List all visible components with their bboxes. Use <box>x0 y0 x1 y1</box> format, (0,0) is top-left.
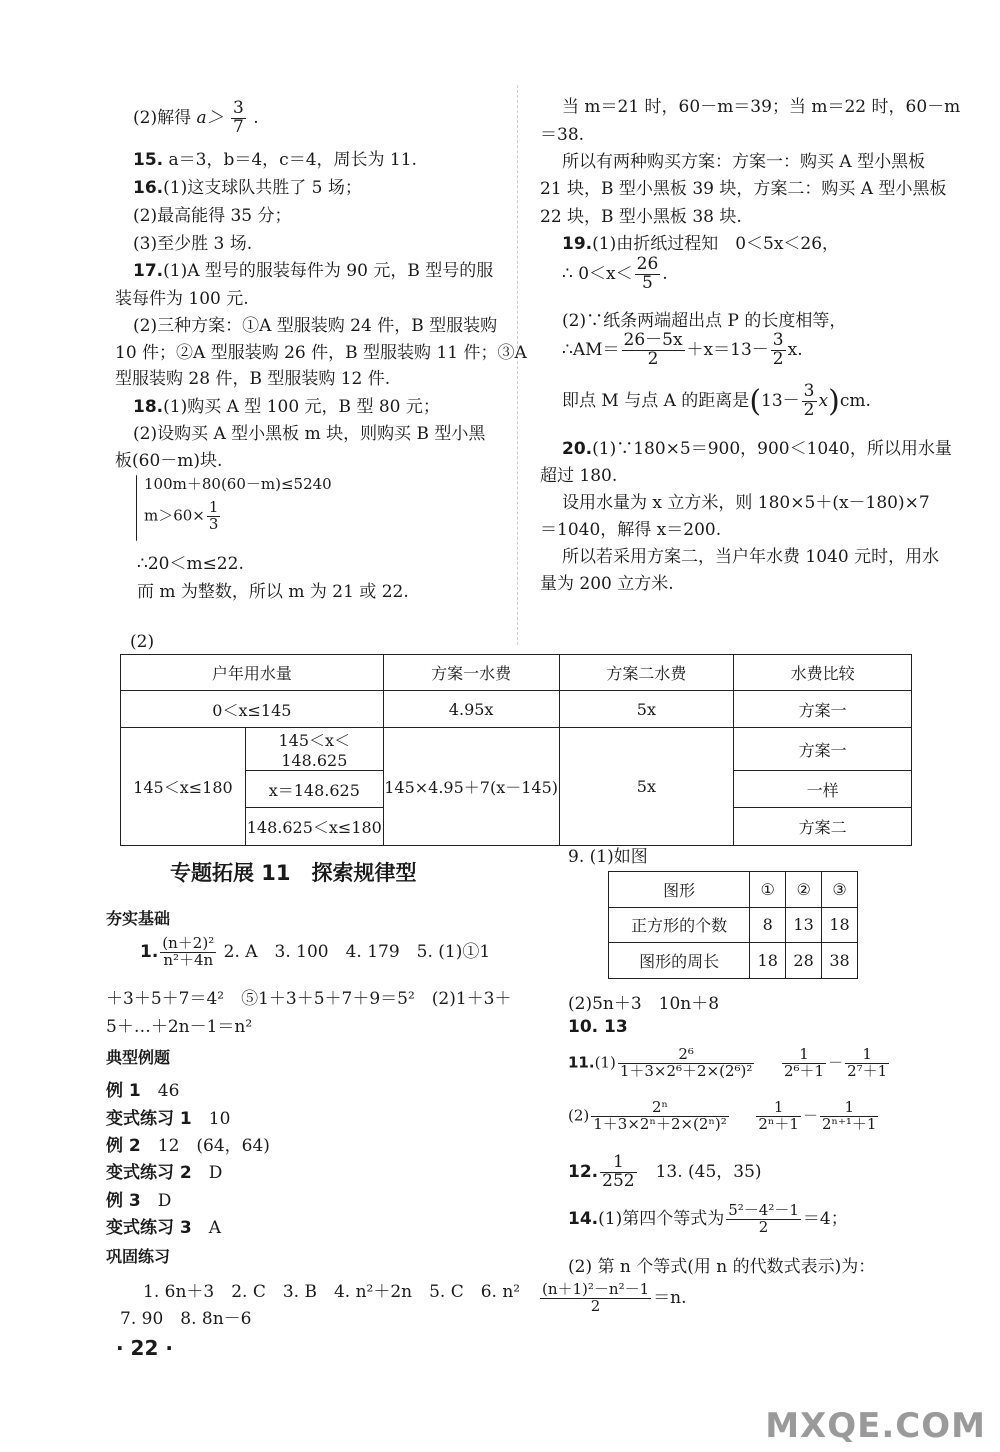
table-header: 方案二水费 <box>559 655 734 691</box>
text: D <box>208 1163 223 1183</box>
text: (1)A 型号的服装每件为 90 元，B 型号的服 <box>163 261 494 281</box>
answer-line: 而 m 为整数，所以 m 为 21 或 22. <box>137 582 409 602</box>
answer-14-1 <box>568 1203 848 1236</box>
fraction <box>782 1047 826 1080</box>
fraction <box>802 383 817 420</box>
denominator: 1＋3×2⁶＋2×(2⁶)² <box>619 1061 753 1080</box>
answer-line: 型服装购 28 件，B 型服装购 12 件. <box>115 369 391 389</box>
text: ＋x＝13－ <box>686 339 769 360</box>
answer-9: 9. (1)如图 <box>568 847 648 867</box>
answer-line: (3)至少胜 3 场. <box>133 234 253 254</box>
answer-line: (2)∵纸条两端超出点 P 的长度相等， <box>562 311 847 331</box>
subsection-heading: 巩固练习 <box>106 1247 171 1266</box>
question-number: 16. <box>133 178 164 198</box>
table-header: 水费比较 <box>734 655 912 691</box>
label: 变式练习 1 <box>106 1109 192 1129</box>
answer-17 <box>133 256 493 281</box>
subsection-heading: 典型例题 <box>106 1048 171 1067</box>
answer-18 <box>133 392 440 417</box>
paren-right: ) <box>828 383 840 419</box>
text: A <box>208 1218 222 1238</box>
denominator: 1＋3×2ⁿ＋2×(2ⁿ)² <box>593 1114 727 1133</box>
table-cell: 18 <box>750 943 786 979</box>
numerator: 26－5x <box>623 330 683 350</box>
answer-line: 7. 90 8. 8n－6 <box>120 1309 252 1329</box>
text: 13. (45，35) <box>655 1161 762 1182</box>
table-cell: 5x <box>559 691 734 728</box>
denominator: 2ⁿ⁺¹＋1 <box>821 1114 877 1133</box>
fraction <box>635 256 661 293</box>
text: － <box>828 1053 844 1072</box>
water-fee-table <box>120 654 912 846</box>
question-number: 12. <box>568 1161 599 1182</box>
text: (1) <box>594 1053 616 1072</box>
denominator: 2 <box>772 348 784 369</box>
inequality: 100m＋80(60－m)≤5240 <box>144 475 332 493</box>
text: 2. A 3. 100 4. 179 5. (1)①1 <box>223 941 491 962</box>
table-cell: 145×4.95＋7(x－145) <box>383 728 559 846</box>
text: x <box>818 390 829 411</box>
answer-line <box>562 256 668 293</box>
answer-line: ＝38. <box>540 125 585 145</box>
text: m＞60× <box>144 506 205 525</box>
answer-line <box>106 1158 222 1183</box>
system-brace <box>136 475 137 541</box>
question-number: 19. <box>562 234 593 254</box>
answer-line <box>538 1282 687 1315</box>
table-header: ② <box>786 872 822 908</box>
denominator: 3 <box>208 514 219 533</box>
table-header: 图形 <box>609 872 750 908</box>
label: 例 1 <box>106 1081 141 1101</box>
fraction <box>756 1100 801 1133</box>
numerator: 1 <box>845 1047 889 1064</box>
text: (1)第四个等式为 <box>598 1208 725 1229</box>
pattern-table <box>608 871 858 979</box>
answer-line: 装每件为 100 元. <box>115 289 249 309</box>
text: (1)这支球队共胜了 5 场； <box>163 178 362 198</box>
question-number: 15. <box>133 150 164 170</box>
inequality <box>144 500 222 533</box>
table-cell: 145＜x＜148.625 <box>245 728 383 771</box>
answer-line: (2)最高能得 35 分； <box>133 206 292 226</box>
answer-line: 1. 6n＋3 2. C 3. B 4. n²＋2n 5. C 6. n² <box>143 1282 521 1302</box>
watermark-logo: MXQE.COM <box>765 1406 986 1446</box>
answer-line: 22 块，B 型小黑板 38 块. <box>540 207 742 227</box>
numerator: 2ⁿ <box>591 1100 729 1117</box>
table-cell: 13 <box>786 907 822 943</box>
answer-15 <box>133 145 417 170</box>
table-cell: 正方形的个数 <box>609 907 750 943</box>
text: ∴ 0＜x＜ <box>562 263 633 284</box>
answer-line: (2) 第 n 个等式(用 n 的代数式表示)为： <box>568 1257 876 1277</box>
denominator: 5 <box>642 272 653 293</box>
answer-16 <box>133 173 362 198</box>
text: . <box>662 263 668 284</box>
denominator: 2 <box>758 1217 769 1236</box>
question-number: 18. <box>133 397 164 417</box>
denominator: 7 <box>233 116 244 137</box>
answer-line: (2)设购买 A 型小黑板 m 块，则购买 B 型小黑 <box>133 424 486 444</box>
answer-11-1 <box>568 1047 891 1080</box>
table-cell: 方案一 <box>734 691 912 728</box>
text: ∴AM＝ <box>562 339 620 360</box>
table-cell: 一样 <box>734 771 912 808</box>
numerator: 3 <box>772 330 784 350</box>
denominator: 2 <box>647 348 659 369</box>
answer-line <box>140 936 490 969</box>
text: . <box>253 107 259 128</box>
fraction <box>820 1100 879 1133</box>
text: ＝4； <box>802 1208 848 1229</box>
text: a＞ <box>196 107 224 128</box>
table-cell: x＝148.625 <box>245 771 383 808</box>
answer-line: 设用水量为 x 立方米，则 180×5＋(x－180)×7 <box>562 493 930 513</box>
question-number: 14. <box>568 1208 599 1229</box>
answer-19 <box>562 229 839 254</box>
table-cell: 方案二 <box>734 808 912 846</box>
fraction <box>622 332 685 369</box>
answer-line: 10 件；②A 型服装购 26 件，B 型服装购 11 件；③A <box>115 343 527 363</box>
numerator: (n＋2)² <box>162 934 215 952</box>
question-number: 20. <box>562 439 593 459</box>
numerator: 1 <box>600 1154 636 1173</box>
answer-line <box>562 332 803 369</box>
fraction <box>618 1047 755 1080</box>
text: x. <box>787 339 803 360</box>
answer-10: 10. 13 <box>568 1017 628 1037</box>
table-label: (2) <box>130 632 155 652</box>
answer-line: 超过 180. <box>540 466 618 486</box>
text: 13－ <box>761 390 800 411</box>
fraction <box>207 500 221 533</box>
fraction <box>591 1100 729 1133</box>
denominator: 2ⁿ＋1 <box>758 1114 799 1133</box>
label: 变式练习 3 <box>106 1218 192 1238</box>
table-header: 方案一水费 <box>383 655 559 691</box>
fraction <box>540 1282 651 1315</box>
table-cell: 145＜x≤180 <box>121 728 246 846</box>
answer-line <box>106 1076 179 1101</box>
table-cell: 4.95x <box>383 691 559 728</box>
text: 12 (64，64) <box>157 1136 270 1156</box>
text: (1)购买 A 型 100 元，B 型 80 元； <box>163 397 440 417</box>
section-title: 专题拓展 11 探索规律型 <box>170 861 417 885</box>
table-cell: 18 <box>822 907 858 943</box>
denominator: n²＋4n <box>163 950 214 969</box>
fraction <box>160 936 216 969</box>
answer-line: ＋3＋5＋7＝4² ⑤1＋3＋5＋7＋9＝5² (2)1＋3＋ <box>106 989 512 1009</box>
table-cell: 38 <box>822 943 858 979</box>
answer-line: 所以有两种购买方案：方案一：购买 A 型小黑板 <box>562 152 926 172</box>
label: 例 2 <box>106 1136 141 1156</box>
denominator: 252 <box>602 1170 635 1191</box>
numerator: 26 <box>636 254 659 274</box>
answer-line: (2)三种方案：①A 型服装购 24 件，B 型服装购 <box>133 316 498 336</box>
answer-line: ＝1040，解得 x＝200. <box>540 520 722 540</box>
answer-20 <box>562 434 952 459</box>
question-number: 11. <box>568 1053 595 1072</box>
numerator: 5²－4²－1 <box>728 1201 799 1219</box>
numerator: 1 <box>782 1047 826 1064</box>
answer-line <box>562 383 871 420</box>
table-cell: 28 <box>786 943 822 979</box>
fraction <box>845 1047 889 1080</box>
table-cell: 0＜x≤145 <box>121 691 384 728</box>
numerator: 3 <box>803 381 815 401</box>
answer-line: 当 m＝21 时，60－m＝39；当 m＝22 时，60－m <box>562 97 961 117</box>
fraction <box>726 1203 801 1236</box>
question-number: 17. <box>133 261 164 281</box>
answer-line: 21 块，B 型小黑板 39 块，方案二：购买 A 型小黑板 <box>540 179 947 199</box>
answer-11-2 <box>568 1100 880 1133</box>
page-number: · 22 · <box>116 1336 173 1360</box>
text: (1)∵180×5＝900，900＜1040，所以用水量 <box>592 439 952 459</box>
answer-line: 所以若采用方案二，当户年水费 1040 元时，用水 <box>562 547 940 567</box>
denominator: 2 <box>590 1296 601 1315</box>
numerator: 2⁶ <box>618 1047 755 1064</box>
answer-line <box>106 1104 230 1129</box>
label: 变式练习 2 <box>106 1163 192 1183</box>
numerator: 1 <box>208 498 219 516</box>
table-cell: 148.625＜x≤180 <box>245 808 383 846</box>
text: 10 <box>208 1109 231 1129</box>
text: (2)解得 <box>133 107 192 128</box>
table-header: ③ <box>822 872 858 908</box>
answer-line <box>106 1186 171 1211</box>
answer-line: 板(60－m)块. <box>115 451 223 471</box>
numerator: 1 <box>820 1100 879 1117</box>
fraction <box>771 332 786 369</box>
numerator: 3 <box>233 98 244 118</box>
denominator: 2 <box>803 399 815 420</box>
text: 即点 M 与点 A 的距离是 <box>562 390 750 411</box>
label: 例 3 <box>106 1191 141 1211</box>
text: (2) <box>568 1106 590 1125</box>
answer-line <box>106 1131 270 1156</box>
text: a＝3，b＝4，c＝4，周长为 11. <box>168 150 417 170</box>
table-header: 户年用水量 <box>121 655 384 691</box>
denominator: 2⁷＋1 <box>847 1061 888 1080</box>
table-cell: 5x <box>559 728 734 846</box>
fraction <box>231 100 246 137</box>
paren-left: ( <box>749 383 762 419</box>
column-divider <box>517 85 518 645</box>
numerator: (n＋1)²－n²－1 <box>542 1280 650 1298</box>
answer-line: (2)5n＋3 10n＋8 <box>568 994 720 1014</box>
text: D <box>157 1191 172 1211</box>
text: ＝n. <box>653 1287 687 1308</box>
text: － <box>802 1106 818 1125</box>
question-number: 1. <box>140 941 159 962</box>
numerator: 1 <box>756 1100 801 1117</box>
text: 46 <box>157 1081 180 1101</box>
answer-line: ∴20＜m≤22. <box>137 554 244 574</box>
answer-12-13 <box>568 1154 762 1191</box>
table-cell: 方案一 <box>734 728 912 771</box>
table-header: ① <box>750 872 786 908</box>
table-cell: 图形的周长 <box>609 943 750 979</box>
answer-line <box>106 1213 221 1238</box>
answer-line: 5＋…＋2n－1＝n² <box>106 1017 253 1037</box>
answer-line: 量为 200 立方米. <box>540 574 674 594</box>
subsection-heading: 夯实基础 <box>106 909 171 928</box>
fraction <box>600 1154 636 1191</box>
text: (1)由折纸过程知 0＜5x＜26， <box>592 234 840 254</box>
text: cm. <box>839 390 871 411</box>
denominator: 2⁶＋1 <box>784 1061 825 1080</box>
table-cell: 8 <box>750 907 786 943</box>
answer-line <box>133 100 259 137</box>
